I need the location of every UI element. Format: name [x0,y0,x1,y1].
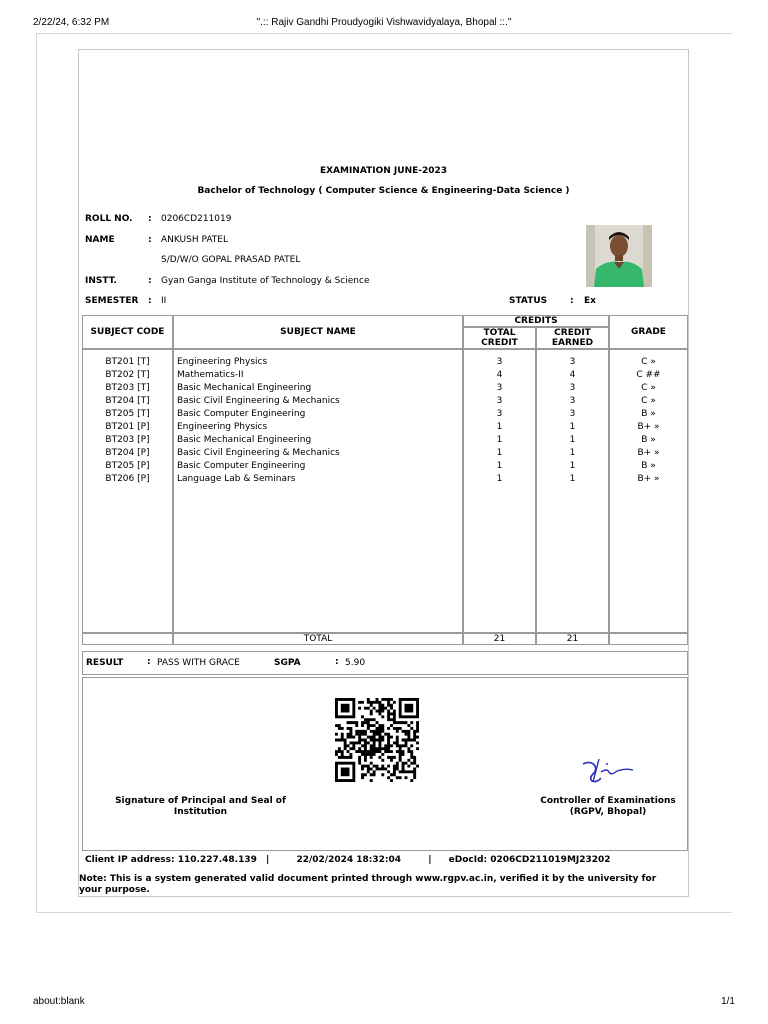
subject-name: Basic Mechanical Engineering [177,435,312,445]
principal-signature-label: Signature of Principal and Seal of Institution [115,796,286,817]
instt-label: INSTT. [85,276,117,286]
grade: C » [641,383,656,393]
controller-title: Controller of Examinations [540,796,676,806]
grade-table [82,315,688,645]
instt-colon: : [148,276,152,286]
total-credit-sum: 21 [463,633,536,645]
credit-earned: 4 [569,370,576,380]
grade: B » [641,435,656,445]
grade: B » [641,461,656,471]
total-credit: 3 [496,396,503,406]
subject-code: BT205 [T] [105,409,150,419]
system-note: Note: This is a system generated valid document printed through www.rgpv.ac.in, verified it by the university for your purpose. [79,874,657,895]
credit-earned: 3 [569,383,576,393]
subject-code: BT204 [P] [105,448,150,458]
parent-value: S/D/W/O GOPAL PRASAD PATEL [161,255,301,265]
header-credit-earned: CREDIT EARNED [536,327,609,349]
grade: C ## [636,370,661,380]
total-credit: 3 [496,383,503,393]
semester-colon: : [148,296,152,306]
total-credit: 1 [496,435,503,445]
total-credit: 1 [496,474,503,484]
subject-name: Engineering Physics [177,422,268,432]
total-credit: 4 [496,370,503,380]
grade: C » [641,396,656,406]
result-value: PASS WITH GRACE [157,658,240,668]
print-page-number: 1/1 [721,996,735,1007]
program-title: Bachelor of Technology ( Computer Science & Engineering-Data Science ) [197,186,570,196]
credit-earned-column [536,349,609,633]
result-colon: : [147,657,151,667]
print-timestamp: 22/02/2024 18:32:04 [296,855,402,865]
result-label: RESULT [86,658,124,668]
credit-earned: 3 [569,357,576,367]
credit-earned: 3 [569,409,576,419]
separator: | [428,855,432,865]
total-row [82,633,688,645]
total-credit: 1 [496,448,503,458]
roll-colon: : [148,214,152,224]
grade-column [609,349,688,633]
total-credit: 1 [496,422,503,432]
subject-code: BT203 [P] [105,435,150,445]
subject-name: Basic Mechanical Engineering [177,383,312,393]
header-total-credit: TOTAL CREDIT [463,327,536,349]
total-grade-blank [609,633,688,645]
total-credit: 1 [496,461,503,471]
credit-earned: 1 [569,461,576,471]
credit-earned: 1 [569,474,576,484]
print-header [33,17,735,31]
subject-code-column [82,349,173,633]
total-credit: 3 [496,409,503,419]
grade: B » [641,409,656,419]
client-ip: Client IP address: 110.227.48.139 [85,855,257,865]
subject-code: BT201 [T] [105,357,150,367]
instt-value: Gyan Ganga Institute of Technology & Science [161,276,370,286]
controller-label [523,796,693,818]
roll-label: ROLL NO. [85,214,133,224]
grade-card [78,49,689,897]
name-colon: : [148,235,152,245]
print-datetime: 2/22/24, 6:32 PM [33,17,110,28]
student-photo [586,225,652,287]
subject-code: BT203 [T] [105,383,150,393]
total-credit-column [463,349,536,633]
header-subject-code: SUBJECT CODE [82,315,173,349]
semester-value: II [161,296,167,306]
result-box [82,651,688,675]
subject-name: Basic Civil Engineering & Mechanics [177,396,340,406]
credit-earned: 3 [569,396,576,406]
sgpa-label: SGPA [274,658,301,668]
roll-value: 0206CD211019 [161,214,232,224]
subject-name: Basic Computer Engineering [177,461,306,471]
subject-name: Mathematics-II [177,370,244,380]
status-colon: : [570,296,574,306]
subject-name: Language Lab & Seminars [177,474,296,484]
controller-org: (RGPV, Bhopal) [569,807,647,817]
table-body-row [82,349,688,633]
print-footer [33,996,735,1010]
controller-signature [577,756,641,784]
grade: B+ » [637,422,660,432]
subject-code: BT206 [P] [105,474,150,484]
header-subject-name: SUBJECT NAME [173,315,463,349]
separator: | [266,855,270,865]
total-label: TOTAL [173,633,463,645]
name-value: ANKUSH PATEL [161,235,228,245]
subject-name: Engineering Physics [177,357,268,367]
subject-name: Basic Computer Engineering [177,409,306,419]
total-earned-sum: 21 [536,633,609,645]
subject-code: BT204 [T] [105,396,150,406]
subject-code: BT202 [T] [105,370,150,380]
credit-earned: 1 [569,448,576,458]
total-credit: 3 [496,357,503,367]
name-label: NAME [85,235,115,245]
total-row-blank [82,633,173,645]
qr-code-icon [333,698,421,782]
status-value: Ex [584,296,596,306]
subject-name-column [173,349,463,633]
credit-earned: 1 [569,422,576,432]
sgpa-value: 5.90 [345,658,366,668]
client-info-row [85,855,611,865]
print-page-title: ".:: Rajiv Gandhi Proudyogiki Vishwavidyalaya, Bhopal ::." [256,17,512,28]
status-label: STATUS [509,296,548,306]
subject-code: BT205 [P] [105,461,150,471]
header-credits: CREDITS [463,315,609,327]
header-grade: GRADE [609,315,688,349]
exam-title: EXAMINATION JUNE-2023 [319,166,448,176]
signature-box [82,677,688,851]
grade: B+ » [637,448,660,458]
edoc-id: eDocId: 0206CD211019MJ23202 [448,855,611,865]
sgpa-colon: : [335,657,339,667]
semester-label: SEMESTER [85,296,139,306]
grade: C » [641,357,656,367]
subject-name: Basic Civil Engineering & Mechanics [177,448,340,458]
subject-code: BT201 [P] [105,422,150,432]
grade: B+ » [637,474,660,484]
credit-earned: 1 [569,435,576,445]
print-url: about:blank [33,996,85,1007]
